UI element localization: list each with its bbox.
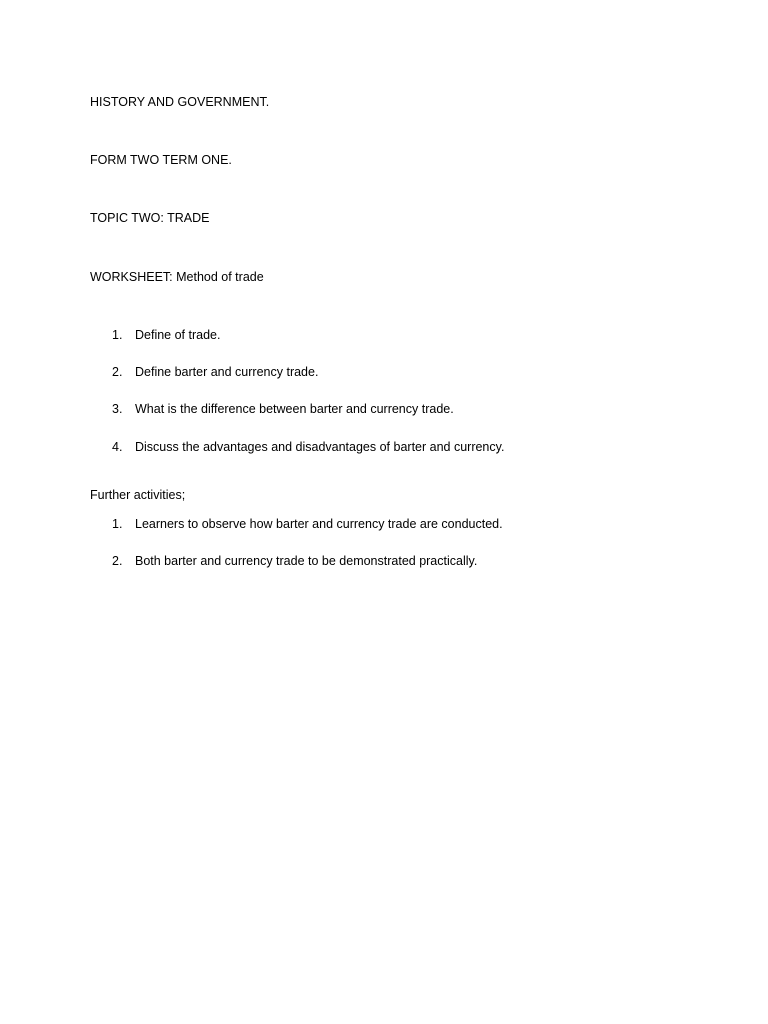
list-number: 3. <box>112 402 123 416</box>
list-number: 1. <box>112 517 123 531</box>
list-text: Both barter and currency trade to be demonstrated practically. <box>135 554 478 568</box>
list-number: 1. <box>112 328 123 342</box>
list-number: 2. <box>112 554 123 568</box>
further-activities-heading: Further activities; <box>90 488 186 502</box>
list-text: Discuss the advantages and disadvantages of barter and currency. <box>135 440 505 454</box>
list-number: 4. <box>112 440 123 454</box>
list-text: What is the difference between barter and currency trade. <box>135 402 454 416</box>
topic-heading: TOPIC TWO: TRADE <box>90 211 210 225</box>
form-term-heading: FORM TWO TERM ONE. <box>90 153 232 167</box>
list-item <box>112 327 220 343</box>
list-item <box>112 401 454 417</box>
list-item <box>112 364 318 380</box>
list-text: Learners to observe how barter and currency trade are conducted. <box>135 517 503 531</box>
list-item <box>112 553 477 569</box>
worksheet-heading: WORKSHEET: Method of trade <box>90 270 264 284</box>
list-number: 2. <box>112 365 123 379</box>
list-text: Define of trade. <box>135 328 221 342</box>
list-item <box>112 439 504 455</box>
subject-heading: HISTORY AND GOVERNMENT. <box>90 95 270 109</box>
list-item <box>112 516 503 532</box>
list-text: Define barter and currency trade. <box>135 365 319 379</box>
